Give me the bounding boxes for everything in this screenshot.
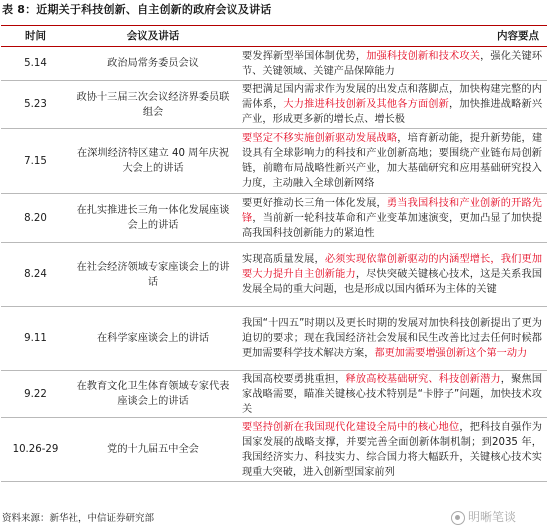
content-text: 要发挥新型举国体制优势，	[242, 50, 367, 62]
row-meeting: 政协十三届三次会议经济界委员联组会	[76, 91, 230, 118]
table-header-row	[1, 26, 547, 47]
row-meeting: 党的十九届五中全会	[107, 444, 199, 455]
header-time: 时间	[25, 29, 46, 42]
row-time: 9.11	[24, 333, 47, 344]
watermark-text: 明晰笔谈	[468, 510, 517, 524]
content-text: ，聚焦国家战略需要，瞄准关键核心技术特别是“卡脖子”问题，加快技术攻关	[242, 373, 543, 415]
content-text: 要把满足国内需求作为发展的出发点和落脚点，加快构建完整的内需体系，	[242, 84, 542, 110]
highlight-text: 大力推进科技创新及其他各方面创新	[283, 99, 450, 110]
row-meeting: 在教育文化卫生体育领域专家代表座谈会上的讲话	[76, 381, 230, 407]
row-time: 7.15	[24, 155, 47, 167]
table-row	[1, 81, 547, 129]
table-row	[1, 47, 547, 81]
row-content	[236, 243, 547, 306]
row-time: 9.22	[24, 388, 47, 400]
row-time: 5.23	[24, 99, 47, 110]
header-content: 内容要点	[497, 29, 539, 42]
row-meeting: 在深圳经济特区建立 40 周年庆祝大会上的讲话	[77, 148, 229, 174]
content-text: ，当前新一轮科技革命和产业变革加速演变，更加凸显了加快提高我国科技创新能力的紧迫性	[242, 212, 543, 239]
row-meeting: 在科学家座谈会上的讲话	[96, 333, 210, 344]
content-text: ，尽快突破关键核心技术，这是关系我国发展全局的重大问题，也是形成以国内循环为主体的关键	[242, 269, 543, 295]
content-text: 我国“十四五”时期以及更长时期的发展对加快科技创新提出了更为迫切的要求；现在我国经济社会发展和民生改善比过去任何时候都更加需要科学技术解决方案，	[242, 318, 542, 359]
row-content	[236, 81, 547, 128]
policy-meetings-table	[1, 25, 547, 482]
row-time: 10.26-29	[12, 444, 59, 455]
table-row	[1, 194, 547, 243]
row-content	[236, 371, 547, 417]
highlight-text: 加强科技创新和技术攻关	[366, 50, 481, 62]
content-text: 要更好推动长三角一体化发展，	[242, 197, 387, 209]
row-meeting: 在扎实推进长三角一体化发展座谈会上的讲话	[76, 205, 230, 231]
table-row	[1, 307, 547, 371]
content-text: ，强化关键环节、关键领域、关键产品保障能力	[242, 50, 543, 77]
watermark	[451, 510, 516, 525]
header-meeting: 会议及讲话	[126, 29, 180, 42]
row-content	[236, 418, 547, 481]
row-content	[236, 194, 547, 242]
row-time: 8.24	[24, 269, 47, 280]
row-meeting: 政治局常务委员会议	[107, 58, 199, 69]
content-text: 实现高质量发展，	[242, 254, 325, 265]
row-time: 8.20	[24, 212, 47, 224]
row-content	[236, 307, 547, 370]
table-row	[1, 418, 547, 482]
row-content	[236, 47, 547, 80]
row-content	[236, 129, 547, 193]
table-row	[1, 243, 547, 307]
source-note: 资料来源：新华社，中信证券研究部	[2, 513, 155, 524]
wechat-icon	[451, 511, 465, 525]
table-row	[1, 371, 547, 418]
table-body	[1, 47, 547, 482]
content-text: ，把科技自强作为国家发展的战略支撑，并要完善全面创新体制机制；到2035 年，我国经济实力、科技实力、综合国力将大幅跃升，关键核心技术实现重大突破，进入创新型国家前列	[242, 421, 542, 478]
table-row	[1, 129, 547, 194]
highlight-text: 勇当我国科技和产业创新的开路先锋	[242, 197, 542, 224]
row-meeting: 在社会经济领域专家座谈会上的讲话	[76, 261, 230, 288]
highlight-text: 要坚持创新在我国现代化建设全局中的核心地位	[242, 421, 460, 433]
highlight-text: 释放高校基础研究、科技创新潜力	[345, 373, 501, 385]
highlight-text: 都更加需要增强创新这个第一动力	[374, 348, 528, 359]
content-text: 我国高校要勇挑重担，	[242, 373, 346, 385]
content-text: ，培育新动能，提升新势能，建设具有全球影响力的科技和产业创新高地；要围绕产业链布局创新链，前瞻布局战略性新兴产业，加大基础研究和应用基础研究投入力度，主动融入全球创新网络	[242, 133, 543, 189]
content-text: ，加快推进战略新兴产业，形成更多新的增长点、增长极	[242, 99, 543, 125]
row-time: 5.14	[24, 58, 47, 69]
highlight-text: 必须实现依靠创新驱动的内涵型增长，我们更加要大力提升自主创新能力	[242, 254, 543, 280]
table-caption: 表 8：近期关于科技创新、自主创新的政府会议及讲话	[2, 3, 272, 16]
highlight-text: 要坚定不移实施创新驱动发展战略	[242, 133, 398, 144]
